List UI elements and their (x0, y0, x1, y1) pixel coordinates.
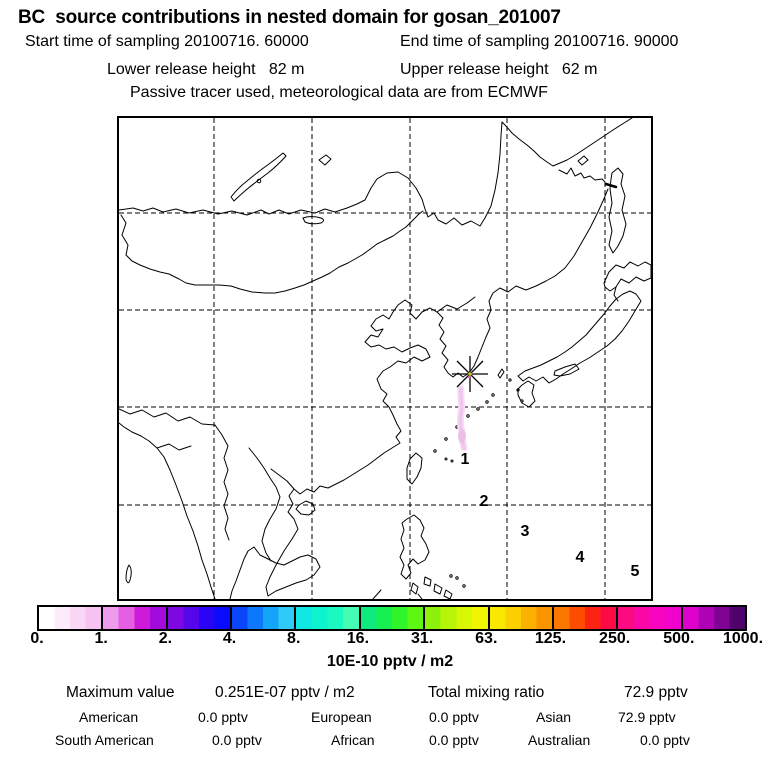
colorbar-segment-4 (296, 607, 360, 629)
colorbar-segment-6 (425, 607, 489, 629)
region-european-label: European (311, 709, 372, 725)
max-value-label: Maximum value (66, 684, 175, 701)
region-australian-label: Australian (528, 732, 591, 748)
colorbar-tick-63: 63. (475, 630, 498, 647)
colorbar-tick-2: 2. (158, 630, 173, 647)
map-canvas (119, 118, 651, 599)
region-asian-value: 72.9 pptv (618, 709, 676, 725)
region-american-value: 0.0 pptv (198, 709, 248, 725)
graticule-gridlines (119, 118, 651, 599)
map-label-1: 1 (460, 451, 470, 468)
map-label-3: 3 (520, 523, 530, 540)
map-label-2: 2 (479, 493, 489, 510)
colorbar (37, 605, 747, 631)
colorbar-tick-500: 500. (663, 630, 695, 647)
colorbar-tick-1000: 1000. (722, 630, 764, 647)
region-australian-value: 0.0 pptv (640, 732, 690, 748)
upper-release-text: Upper release height 62 m (400, 61, 598, 78)
region-african-label: African (331, 732, 375, 748)
total-ratio-number: 72.9 pptv (624, 684, 688, 701)
region-south-american-label: South American (55, 732, 154, 748)
colorbar-segment-0 (39, 607, 103, 629)
colorbar-segment-8 (554, 607, 618, 629)
end-time-text: End time of sampling 20100716. 90000 (400, 33, 679, 50)
colorbar-segment-7 (490, 607, 554, 629)
max-value-number: 0.251E-07 pptv / m2 (215, 684, 355, 701)
figure-title: BC source contributions in nested domain for gosan_201007 (18, 7, 561, 28)
map-label-5: 5 (630, 563, 640, 580)
map-panel (117, 116, 653, 601)
region-south-american-value: 0.0 pptv (212, 732, 262, 748)
colorbar-units-label: 10E-10 pptv / m2 (326, 653, 454, 670)
colorbar-tick-125: 125. (534, 630, 567, 647)
colorbar-segment-1 (103, 607, 167, 629)
total-ratio-label: Total mixing ratio (428, 684, 545, 701)
colorbar-segment-5 (361, 607, 425, 629)
lower-release-text: Lower release height 82 m (107, 61, 305, 78)
region-african-value: 0.0 pptv (429, 732, 479, 748)
map-label-4: 4 (575, 549, 585, 566)
colorbar-segment-2 (168, 607, 232, 629)
colorbar-tick-4: 4. (222, 630, 237, 647)
colorbar-segment-9 (618, 607, 682, 629)
coastlines (119, 118, 651, 599)
start-time-text: Start time of sampling 20100716. 60000 (25, 33, 309, 50)
region-european-value: 0.0 pptv (429, 709, 479, 725)
region-american-label: American (79, 709, 139, 725)
region-asian-label: Asian (536, 709, 572, 725)
colorbar-tick-8: 8. (287, 630, 301, 647)
tracer-note-text: Passive tracer used, meteorological data are from ECMWF (130, 84, 548, 101)
colorbar-tick-1: 1. (94, 630, 108, 647)
colorbar-tick-250: 250. (599, 630, 631, 647)
colorbar-tick-16: 16. (346, 630, 370, 647)
station-marker (452, 356, 488, 392)
colorbar-tick-labels (30, 630, 764, 648)
tracer-plume (458, 389, 466, 448)
colorbar-segment-3 (232, 607, 296, 629)
colorbar-tick-31: 31. (410, 630, 434, 647)
colorbar-tick-0: 0. (30, 630, 44, 647)
colorbar-segment-10 (683, 607, 745, 629)
